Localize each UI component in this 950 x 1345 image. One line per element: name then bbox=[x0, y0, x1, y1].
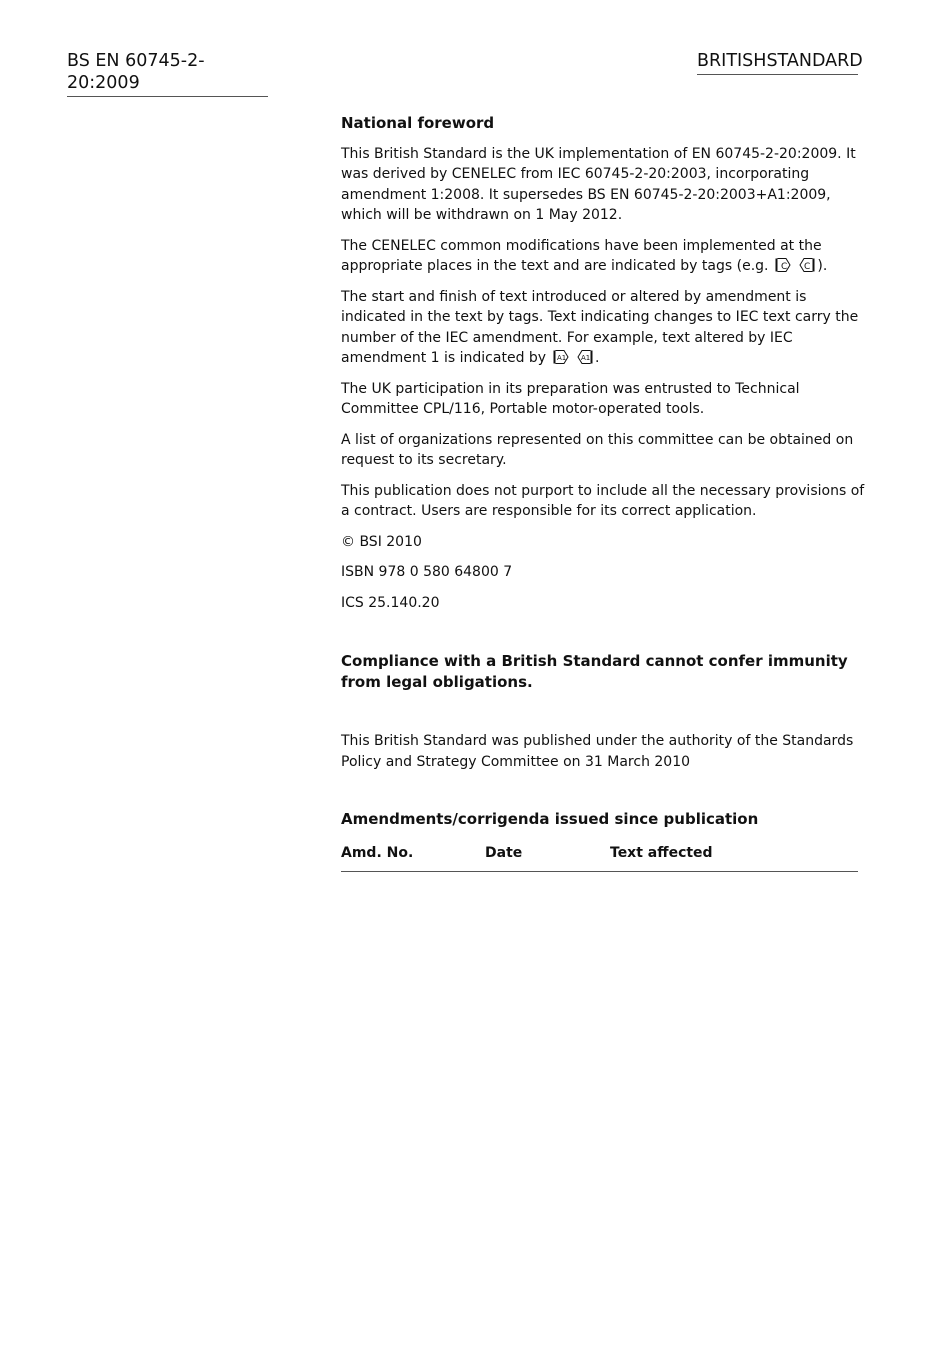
svg-text:A1: A1 bbox=[556, 354, 566, 362]
foreword-title: National foreword bbox=[341, 114, 495, 132]
amendments-title: Amendments/corrigenda issued since publication bbox=[341, 810, 759, 828]
document-id-header: BS EN 60745-2-20:2009 bbox=[67, 50, 268, 97]
amendment-tags-text: The start and finish of text introduced or altered by amendment is indicated in the text by tags. Text indicating changes to IEC text carry the number of the IEC amendment. For example, text altered by IEC amendment 1 is indicated by bbox=[341, 288, 859, 366]
foreword-paragraph-contract: This publication does not purport to include all the necessary provisions of a contract. Users are responsible for its correct application. bbox=[341, 482, 865, 519]
national-foreword-section bbox=[341, 113, 871, 872]
compliance-statement: Compliance with a British Standard cannot confer immunity from legal obligations. bbox=[341, 652, 848, 691]
foreword-paragraph-common-modifications bbox=[341, 236, 871, 277]
tag-a1-open-icon bbox=[553, 350, 569, 364]
svg-text:C: C bbox=[780, 262, 788, 272]
foreword-paragraph-implementation: This British Standard is the UK implementation of EN 60745-2-20:2009. It was derived by CENELEC from IEC 60745-2-20:2003, incorporating amendment 1:2008. It supersedes BS EN 60745-2-20:2003+A1:2009, which will be withdrawn on 1 May 2012. bbox=[341, 145, 856, 223]
amendments-column-text-affected: Text affected bbox=[610, 844, 713, 861]
tag-c-close-icon bbox=[799, 258, 815, 272]
tag-c-open-icon bbox=[775, 258, 791, 272]
svg-text:C: C bbox=[804, 262, 811, 272]
isbn-line: ISBN 978 0 580 64800 7 bbox=[341, 564, 513, 580]
tag-a1-close-icon bbox=[577, 350, 593, 364]
amendment-tags-text-end: . bbox=[594, 350, 600, 366]
foreword-paragraph-committee: The UK participation in its preparation was entrusted to Technical Committee CPL/116, Portable motor-operated tools. bbox=[341, 380, 800, 417]
common-modifications-text-end: ). bbox=[817, 258, 828, 274]
foreword-paragraph-amendment-tags bbox=[341, 287, 871, 369]
foreword-paragraph-organizations: A list of organizations represented on this committee can be obtained on request to its secretary. bbox=[341, 431, 854, 468]
copyright-line: © BSI 2010 bbox=[341, 533, 422, 550]
svg-text:A1: A1 bbox=[580, 354, 591, 362]
amendments-column-amd-no: Amd. No. bbox=[341, 844, 414, 861]
publication-statement: This British Standard was published under the authority of the Standards Policy and Strategy Committee on 31 March 2010 bbox=[341, 733, 854, 770]
standard-type-header: BRITISHSTANDARD bbox=[697, 50, 858, 75]
ics-line: ICS 25.140.20 bbox=[341, 594, 440, 611]
amendments-table-header bbox=[341, 843, 858, 873]
common-modifications-text: The CENELEC common modifications have been implemented at the appropriate places in the text and are indicated by tags (e.g. bbox=[341, 237, 822, 274]
amendments-column-date: Date bbox=[485, 844, 523, 861]
